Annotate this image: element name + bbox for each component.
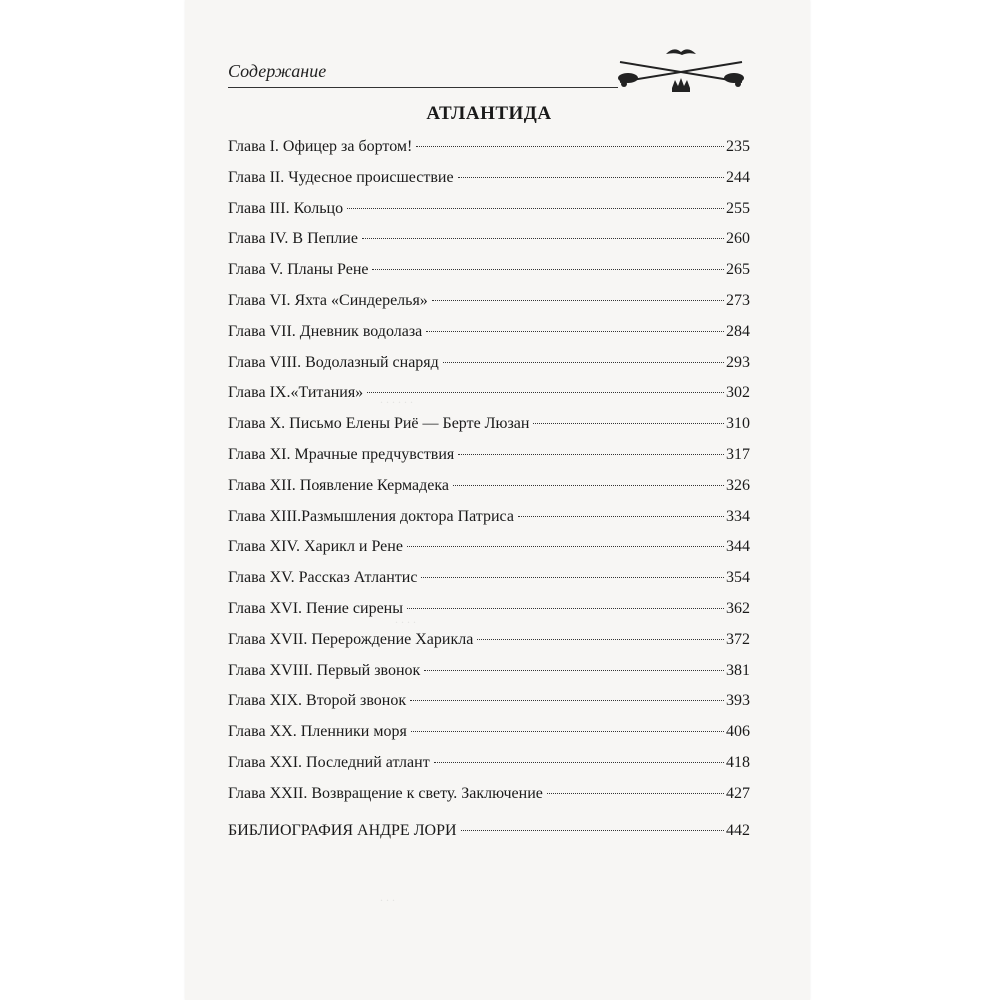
toc-entry-page: 317	[726, 445, 750, 463]
toc-entry-page: 418	[726, 753, 750, 771]
toc-entry	[228, 323, 750, 354]
toc-leader-dots	[424, 670, 724, 671]
toc-entry-title: Глава XII. Появление Кермадека	[228, 476, 449, 494]
toc-entry-title: Глава I. Офицер за бортом!	[228, 138, 413, 155]
toc-entry-page: 284	[726, 322, 750, 340]
toc-leader-dots	[458, 454, 724, 455]
header-title: Содержание	[228, 61, 327, 81]
toc-entry-title: Глава V. Планы Рене	[228, 261, 369, 279]
toc-entry-page: 406	[726, 723, 750, 741]
toc-entry-title: Глава XXI. Последний атлант	[228, 753, 430, 771]
toc-entry-page: 302	[726, 384, 750, 402]
toc-entry-title: Глава III. Кольцо	[228, 199, 344, 217]
toc-entry	[228, 292, 750, 323]
toc-entry	[228, 354, 750, 385]
toc-entry-page: 265	[726, 261, 750, 279]
toc-entry-title: Глава XIV. Харикл и Рене	[228, 538, 403, 556]
toc-leader-dots	[407, 608, 724, 609]
toc-entry-page: 393	[726, 692, 750, 710]
toc-entry-page: 427	[726, 784, 750, 802]
toc-entry	[228, 261, 750, 292]
toc-leader-dots	[547, 793, 724, 794]
toc-leader-dots	[407, 546, 724, 547]
toc-entry-page: 362	[726, 599, 750, 617]
toc-leader-dots	[410, 700, 724, 701]
toc-leader-dots	[432, 300, 724, 301]
toc-entry-title: Глава XI. Мрачные предчувствия	[228, 445, 455, 463]
toc-entry	[228, 138, 750, 169]
toc-entry-page: 354	[726, 569, 750, 587]
toc-entry	[228, 600, 750, 631]
toc-entry-title: Глава XVII. Перерождение Харикла	[228, 630, 474, 648]
toc-leader-dots	[421, 577, 724, 578]
toc-leader-dots	[443, 362, 724, 363]
toc-entry	[228, 415, 750, 446]
toc-entry-title: Глава IX.«Титания»	[228, 384, 364, 402]
toc-entry-title: Глава XXII. Возвращение к свету. Заключение	[228, 784, 543, 802]
toc-entry-title: Глава XVIII. Первый звонок	[228, 661, 421, 679]
toc-leader-dots	[362, 238, 724, 239]
toc-leader-dots	[416, 146, 724, 147]
crossed-swords-eagle-crown-icon	[612, 42, 750, 102]
toc-entry	[228, 508, 750, 539]
toc-entry	[228, 538, 750, 569]
toc-entry	[228, 692, 750, 723]
toc-entry-title: Глава X. Письмо Елены Риё — Берте Люзан	[228, 415, 530, 433]
toc-leader-dots	[453, 485, 724, 486]
toc-entry-title: Глава II. Чудесное происшествие	[228, 168, 454, 186]
toc-entry-page: 442	[726, 821, 750, 839]
toc-entry-title: Глава IV. В Пеплие	[228, 230, 358, 248]
toc-entry	[228, 477, 750, 508]
toc-entry-page: 260	[726, 230, 750, 248]
header-rule	[228, 87, 618, 88]
toc-leader-dots	[434, 762, 724, 763]
toc-entry-page: 235	[726, 138, 750, 155]
toc-entry-title: Глава XVI. Пение сирены	[228, 599, 403, 617]
toc-entry-page: 381	[726, 661, 750, 679]
toc-entry	[228, 384, 750, 415]
toc-entry-page: 326	[726, 476, 750, 494]
toc-leader-dots	[411, 731, 724, 732]
toc-entry	[228, 631, 750, 662]
toc-leader-dots	[347, 208, 724, 209]
toc-entry	[228, 200, 750, 231]
toc-leader-dots	[458, 177, 724, 178]
toc-entry-title: Глава VIII. Водолазный снаряд	[228, 353, 439, 371]
toc-entry-page: 255	[726, 199, 750, 217]
section-title: АТЛАНТИДА	[426, 103, 552, 124]
toc-leader-dots	[533, 423, 724, 424]
table-of-contents	[228, 138, 750, 852]
toc-leader-dots	[518, 516, 724, 517]
toc-entry-page: 344	[726, 538, 750, 556]
toc-leader-dots	[367, 392, 724, 393]
toc-entry-title: Глава VII. Дневник водолаза	[228, 322, 423, 340]
toc-entry	[228, 169, 750, 200]
toc-entry-title: Глава XX. Пленники моря	[228, 723, 407, 741]
toc-leader-dots	[461, 830, 724, 831]
toc-entry	[228, 723, 750, 754]
toc-entry	[228, 822, 750, 853]
toc-entry-page: 273	[726, 291, 750, 309]
toc-entry-title: Глава XIX. Второй звонок	[228, 692, 407, 710]
toc-entry-page: 310	[726, 415, 750, 433]
toc-entry-title: БИБЛИОГРАФИЯ АНДРЕ ЛОРИ	[228, 821, 457, 839]
toc-entry-title: Глава XIII.Размышления доктора Патриса	[228, 507, 514, 525]
toc-entry-page: 293	[726, 353, 750, 371]
toc-entry	[228, 569, 750, 600]
toc-leader-dots	[426, 331, 724, 332]
toc-entry	[228, 754, 750, 785]
toc-entry	[228, 230, 750, 261]
toc-entry	[228, 785, 750, 816]
toc-leader-dots	[477, 639, 724, 640]
toc-entry-page: 244	[726, 168, 750, 186]
toc-entry-title: Глава XV. Рассказ Атлантис	[228, 569, 418, 587]
toc-entry-title: Глава VI. Яхта «Синдерелья»	[228, 291, 428, 309]
toc-entry	[228, 446, 750, 477]
toc-leader-dots	[372, 269, 724, 270]
toc-entry-page: 334	[726, 507, 750, 525]
toc-entry	[228, 662, 750, 693]
toc-entry-page: 372	[726, 630, 750, 648]
